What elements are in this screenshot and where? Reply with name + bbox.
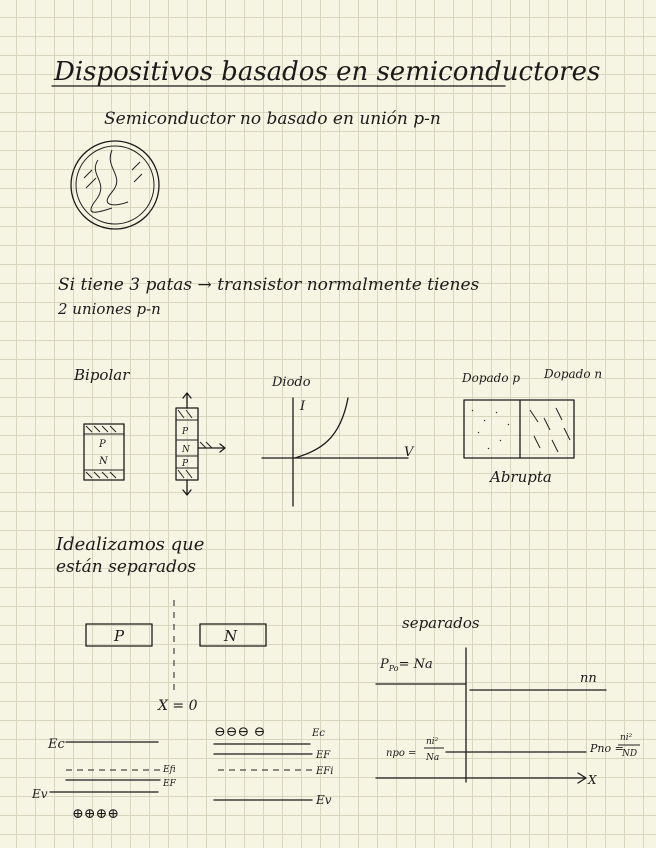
npo-label: npo = <box>386 748 417 759</box>
note-line-1: Si tiene 3 patas → transistor normalmente tienes <box>58 275 480 295</box>
bipolar2-layer-n: N <box>182 445 190 455</box>
npo-fraction-num: ni² <box>426 737 439 747</box>
page-title: Dispositivos basados en semiconductores <box>54 57 601 87</box>
p-ev-label: Ev <box>32 787 48 801</box>
p-ec-label: Ec <box>48 737 65 752</box>
band-diagram-n <box>214 744 312 800</box>
pno-label: Pno = <box>590 742 624 755</box>
npo-fraction-den: Na <box>426 753 440 763</box>
p-ef-label: EF <box>163 779 176 789</box>
p-efi-label: Efi <box>163 765 176 775</box>
n-electrons: ⊖⊖⊖ ⊖ <box>214 724 266 740</box>
diode-x-axis-label: V <box>404 445 414 460</box>
n-ef-label: EF <box>316 750 331 761</box>
p-n-blocks <box>86 600 266 690</box>
junction-right-label: Dopado n <box>544 367 603 381</box>
bipolar-layer-p1: P <box>99 439 106 450</box>
pp-label: $P_{Po}= Na$ <box>380 657 433 673</box>
semiconductor-circle-sketch <box>71 141 159 229</box>
nn-label: nn <box>580 671 597 686</box>
x-zero-label: X = 0 <box>158 698 198 714</box>
bipolar-layer-n: N <box>99 456 108 467</box>
idealize-line-2: están separados <box>56 557 197 577</box>
n-block-label: N <box>224 627 238 645</box>
junction-caption: Abrupta <box>490 468 552 486</box>
bipolar-sketch-1 <box>84 424 124 480</box>
p-block-label: P <box>114 627 125 645</box>
n-ev-label: Ev <box>316 793 332 807</box>
pno-fraction-num: ni² <box>620 733 633 743</box>
n-ec-label: Ec <box>312 728 325 739</box>
n-efi-label: EFi <box>316 766 334 777</box>
abrupt-junction-block <box>464 400 574 458</box>
band-diagram-p <box>50 742 160 792</box>
subtitle: Semiconductor no basado en unión p-n <box>104 109 441 129</box>
pno-fraction-den: ND <box>622 749 638 759</box>
diode-iv-graph <box>262 398 408 506</box>
diode-label: Diodo <box>272 375 311 390</box>
bipolar-label: Bipolar <box>74 366 130 384</box>
separados-label: separados <box>402 614 480 632</box>
separados-x-axis-label: X <box>588 773 597 787</box>
bipolar2-layer-p2: P <box>182 459 189 469</box>
bipolar-sketch-2 <box>176 393 225 495</box>
junction-left-label: Dopado p <box>462 371 521 385</box>
diode-y-axis-label: I <box>300 399 306 414</box>
idealize-line-1: Idealizamos que <box>56 534 205 555</box>
p-holes: ⊕⊕⊕⊕ <box>72 806 119 822</box>
note-line-2: 2 uniones p-n <box>58 300 161 318</box>
bipolar2-layer-p1: P <box>182 427 189 437</box>
